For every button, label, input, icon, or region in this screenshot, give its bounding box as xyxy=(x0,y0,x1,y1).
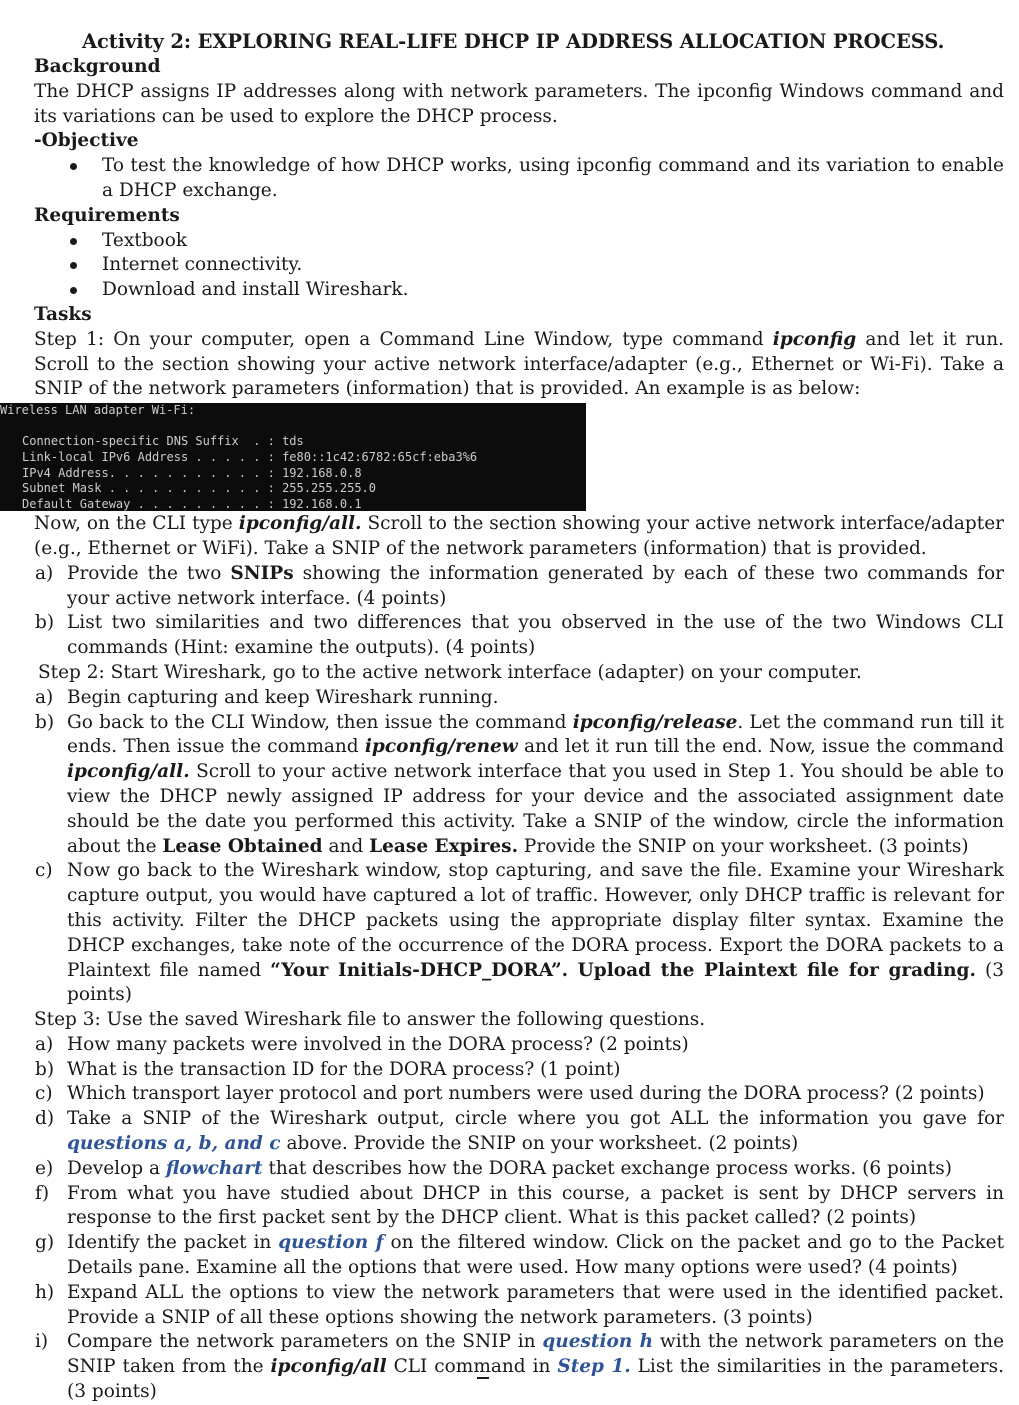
text-span: “Your Initials-DHCP_DORA”. Upload the Plaintext file for grading. xyxy=(270,959,976,981)
text-span: that describes how the DORA packet exchange process works. (6 points) xyxy=(262,1157,952,1179)
text-span: Take a SNIP of the Wireshark output, circle where you got ALL the information you gave for xyxy=(67,1108,1004,1130)
page-number-mark xyxy=(477,1377,489,1379)
text-span: . Let the command run till it ends. Then issue the command xyxy=(67,711,1004,758)
text-span: What is the transaction ID for the DORA process? (1 point) xyxy=(67,1058,621,1080)
list-item xyxy=(34,1231,1004,1281)
release-command: ipconfig/release xyxy=(572,711,738,733)
ipconfig-all-command: ipconfig/all. xyxy=(238,513,362,535)
list-item: Internet connectivity. xyxy=(34,253,1004,278)
text-span: Compare the network parameters on the SNIP in xyxy=(67,1331,543,1353)
requirements-heading: Requirements xyxy=(34,204,180,226)
text-span: CLI command in xyxy=(386,1356,558,1378)
item-label: g) xyxy=(35,1232,55,1254)
item-label: h) xyxy=(35,1281,55,1303)
list-item xyxy=(34,611,1004,661)
question-reference: questions a, b, and c xyxy=(67,1133,281,1155)
text-span: Lease Obtained xyxy=(162,835,323,857)
step2-list xyxy=(34,686,1004,1008)
background-heading: Background xyxy=(34,56,161,77)
document-page xyxy=(0,29,1005,1405)
text-span: and let it run. Scroll to the section showing your active network interface/adapter (e.g., Ethernet or Wi-Fi). Take a SNIP of the network parameters (information) that is provided. An example is as below: xyxy=(34,328,1004,400)
renew-command: ipconfig/renew xyxy=(364,736,518,758)
list-item xyxy=(34,1107,1004,1157)
text-span: Provide the two xyxy=(67,562,231,584)
step2-paragraph: Step 2: Start Wireshark, go to the active network interface (adapter) on your computer. xyxy=(38,661,862,683)
list-item xyxy=(34,1033,1004,1058)
ipconfig-command: ipconfig xyxy=(772,328,857,350)
activity-title: Activity 2: EXPLORING REAL-LIFE DHCP IP ADDRESS ALLOCATION PROCESS. xyxy=(82,30,945,53)
terminal-row: Connection-specific DNS Suffix . : tds xyxy=(22,434,304,449)
text-span: (3 points) xyxy=(67,959,1004,1006)
list-item xyxy=(34,562,1004,612)
terminal-blank xyxy=(0,419,586,435)
text-span: Now, on the CLI type xyxy=(34,513,239,535)
item-label: f) xyxy=(35,1182,50,1204)
list-item xyxy=(34,1182,1004,1232)
ipconfig-all-command: ipconfig/all. xyxy=(67,761,190,783)
text-span: Provide the SNIP on your worksheet. (3 points) xyxy=(518,835,969,857)
item-label: b) xyxy=(35,1058,55,1080)
item-label: c) xyxy=(35,860,53,882)
text-span: List the similarities in the parameters. (3 points) xyxy=(67,1356,1004,1403)
text-span: Step 1: On your computer, open a Command Line Window, type command xyxy=(34,328,773,350)
item-label: b) xyxy=(35,711,55,733)
text-span: and let it run till the end. Now, issue the command xyxy=(517,736,1004,758)
item-label: a) xyxy=(35,1033,54,1055)
list-item xyxy=(34,1082,1004,1107)
list-item xyxy=(34,711,1004,860)
text-span: From what you have studied about DHCP in this course, a packet is sent by DHCP servers in response to the first packet sent by the DHCP client. What is this packet called? (2 points) xyxy=(67,1182,1004,1229)
item-label: a) xyxy=(35,686,54,708)
text-span: Scroll to the section showing your active network interface/adapter (e.g., Ethernet or WiFi). Take a SNIP of the network parameters (information) that is provided. xyxy=(34,513,1004,559)
terminal-row: Subnet Mask . . . . . . . . . . . : 255.255.255.0 xyxy=(22,481,377,496)
flowchart-reference: flowchart xyxy=(165,1157,263,1179)
step3-paragraph: Step 3: Use the saved Wireshark file to answer the following questions. xyxy=(34,1009,706,1031)
text-span: How many packets were involved in the DORA process? (2 points) xyxy=(67,1033,689,1055)
text-span: Go back to the CLI Window, then issue the command xyxy=(67,711,573,733)
item-label: d) xyxy=(35,1108,55,1130)
item-label: c) xyxy=(35,1083,53,1105)
item-label: e) xyxy=(35,1157,54,1179)
terminal-row: Default Gateway . . . . . . . . . : 192.168.0.1 xyxy=(22,496,362,511)
background-text: The DHCP assigns IP addresses along with network parameters. The ipconfig Windows command and its variations can be used to explore the DHCP process. xyxy=(34,80,1004,127)
question-reference: question f xyxy=(278,1232,384,1254)
list-item: Textbook xyxy=(34,229,1004,254)
list-item xyxy=(34,686,1004,711)
list-item: To test the knowledge of how DHCP works, using ipconfig command and its variation to enable a DHCP exchange. xyxy=(34,154,1004,204)
list-item xyxy=(34,859,1004,1008)
text-span: Expand ALL the options to view the network parameters that were used in the identified packet. Provide a SNIP of all these options showing the network parameters. (3 points) xyxy=(67,1281,1004,1328)
text-span: Now go back to the Wireshark window, stop capturing, and save the file. Examine your Wireshark capture output, you would have captured a lot of traffic. However, only DHCP traffic is relevant for this activity. Filter the DHCP packets using the appropriate display filter syntax. Examine the DHCP exchanges, take note of the occurrence of the DORA process. Export the DORA packets to a Plaintext file named xyxy=(67,860,1004,981)
step1b-paragraph xyxy=(34,512,1004,562)
question-reference: question h xyxy=(542,1331,654,1353)
text-span: and xyxy=(322,835,370,857)
step3-list xyxy=(34,1033,1004,1405)
text-span: Scroll to your active network interface that you used in Step 1. You should be able to view the DHCP newly assigned IP address for your device and the associated assignment date should be the date you performed this activity. Take a SNIP of the window, circle the information about the xyxy=(67,761,1004,857)
terminal-row: IPv4 Address. . . . . . . . . . . : 192.168.0.8 xyxy=(22,465,362,480)
list-item xyxy=(34,1157,1004,1182)
text-span: Develop a xyxy=(67,1157,166,1179)
text-span: Which transport layer protocol and port numbers were used during the DORA process? (2 points) xyxy=(67,1083,985,1105)
objective-heading: -Objective xyxy=(34,130,139,152)
text-span: Lease Expires. xyxy=(369,835,519,857)
objective-list xyxy=(34,154,1004,204)
text-span: List two similarities and two differences that you observed in the use of the two Windows CLI commands (Hint: examine the outputs). (4 points) xyxy=(67,612,1004,659)
step-reference: Step 1. xyxy=(557,1356,631,1378)
text-span: with the network parameters on the SNIP taken from the xyxy=(67,1331,1005,1378)
list-item: Download and install Wireshark. xyxy=(34,278,1004,303)
requirements-list xyxy=(34,229,1004,303)
tasks-heading: Tasks xyxy=(34,303,92,325)
ipconfig-all-command: ipconfig/all xyxy=(270,1356,387,1378)
text-span: Identify the packet in xyxy=(67,1232,279,1254)
terminal-snip xyxy=(0,403,586,511)
item-label: b) xyxy=(35,612,55,634)
step1-list xyxy=(34,562,1004,661)
list-item xyxy=(34,1330,1004,1404)
text-span: on the filtered window. Click on the packet and go to the Packet Details pane. Examine all the options that were used. How many options were used? (4 points) xyxy=(67,1232,1005,1279)
step1-paragraph xyxy=(34,328,1004,402)
text-span: SNIPs xyxy=(230,562,294,584)
terminal-title: Wireless LAN adapter Wi-Fi: xyxy=(0,403,196,418)
text-span: above. Provide the SNIP on your worksheet. (2 points) xyxy=(280,1133,799,1155)
terminal-row: Link-local IPv6 Address . . . . . : fe80::1c42:6782:65cf:eba3%6 xyxy=(22,449,478,464)
text-span: showing the information generated by each of these two commands for your active network interface. (4 points) xyxy=(67,562,1005,609)
list-item xyxy=(34,1058,1004,1083)
item-label: i) xyxy=(35,1331,49,1353)
text-span: Begin capturing and keep Wireshark running. xyxy=(67,686,499,708)
list-item xyxy=(34,1281,1004,1331)
item-label: a) xyxy=(35,562,54,584)
